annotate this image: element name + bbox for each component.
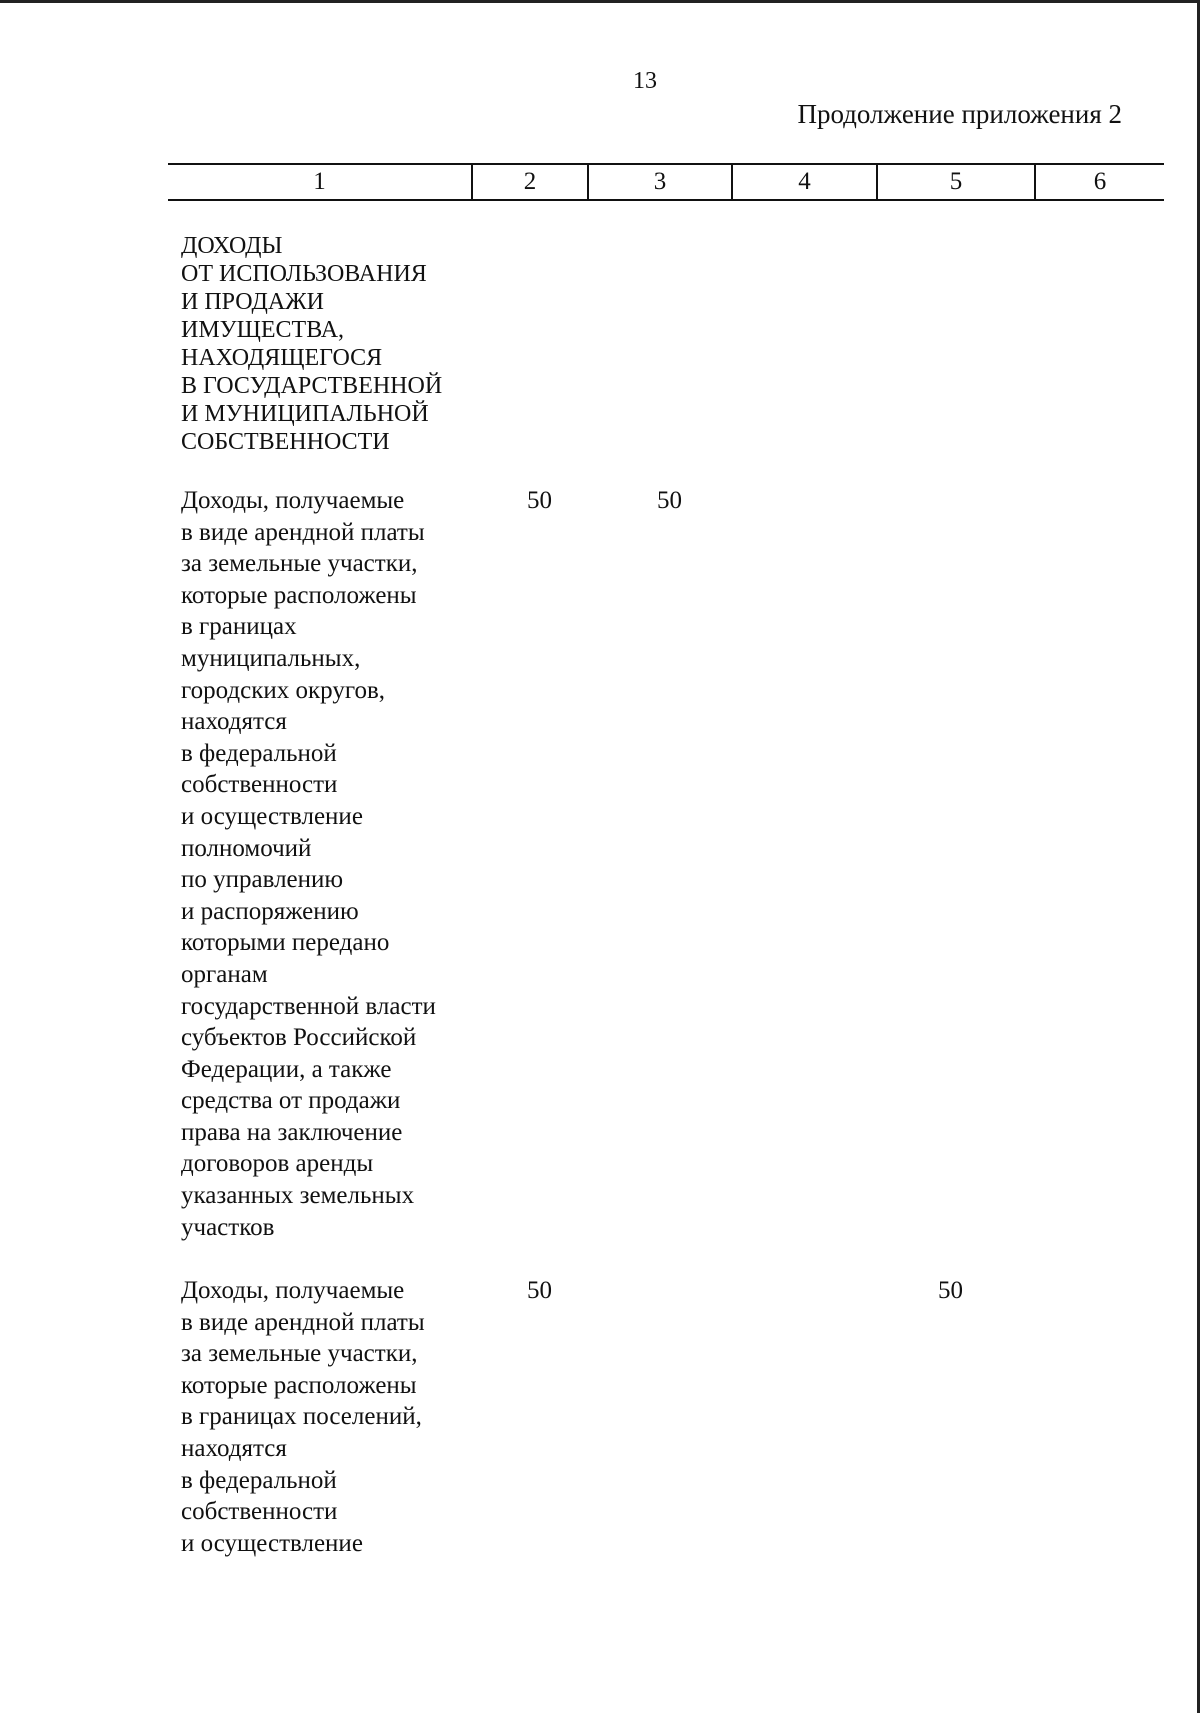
row-label: Доходы, получаемые в виде арендной платы за земельные участки, которые расположены в границах поселений, находятся в федеральной собственности и осуществление <box>181 1277 425 1557</box>
row-label: Доходы, получаемые в виде арендной платы за земельные участки, которые расположены в границах муниципальных, городских округов, находятся в федеральной собственности и осуществление полномочий по управлению и распоряжению которыми передано органам государственной власти субъектов Российской Федерации, а также средства от продажи права на заключение договоров аренды указанных земельных участков <box>181 487 436 1241</box>
page-number: 13 <box>633 68 657 94</box>
cell-col2: 50 <box>527 1277 552 1304</box>
appendix-note: Продолжение приложения 2 <box>797 99 1122 129</box>
table-row-section-heading <box>181 232 1161 456</box>
column-header-1: 1 <box>168 165 473 199</box>
cell-col3: 50 <box>657 487 682 514</box>
table-column-header <box>168 163 1164 201</box>
column-header-6: 6 <box>1093 168 1107 195</box>
column-header-3: 3 <box>589 165 733 199</box>
scan-border-top <box>0 0 1200 3</box>
row-label: ДОХОДЫ ОТ ИСПОЛЬЗОВАНИЯ И ПРОДАЖИ ИМУЩЕСТВА, НАХОДЯЩЕГОСЯ В ГОСУДАРСТВЕННОЙ И МУНИЦИПАЛЬНОЙ СОБСТВЕННОСТИ <box>181 233 443 455</box>
cell-col2: 50 <box>527 487 552 514</box>
table-row-income-municipal <box>181 485 1161 1243</box>
table-row-income-settlements <box>181 1275 1161 1559</box>
column-header-5: 5 <box>878 165 1036 199</box>
column-header-2: 2 <box>473 165 589 199</box>
column-header-4: 4 <box>733 165 878 199</box>
cell-col5: 50 <box>938 1277 963 1304</box>
